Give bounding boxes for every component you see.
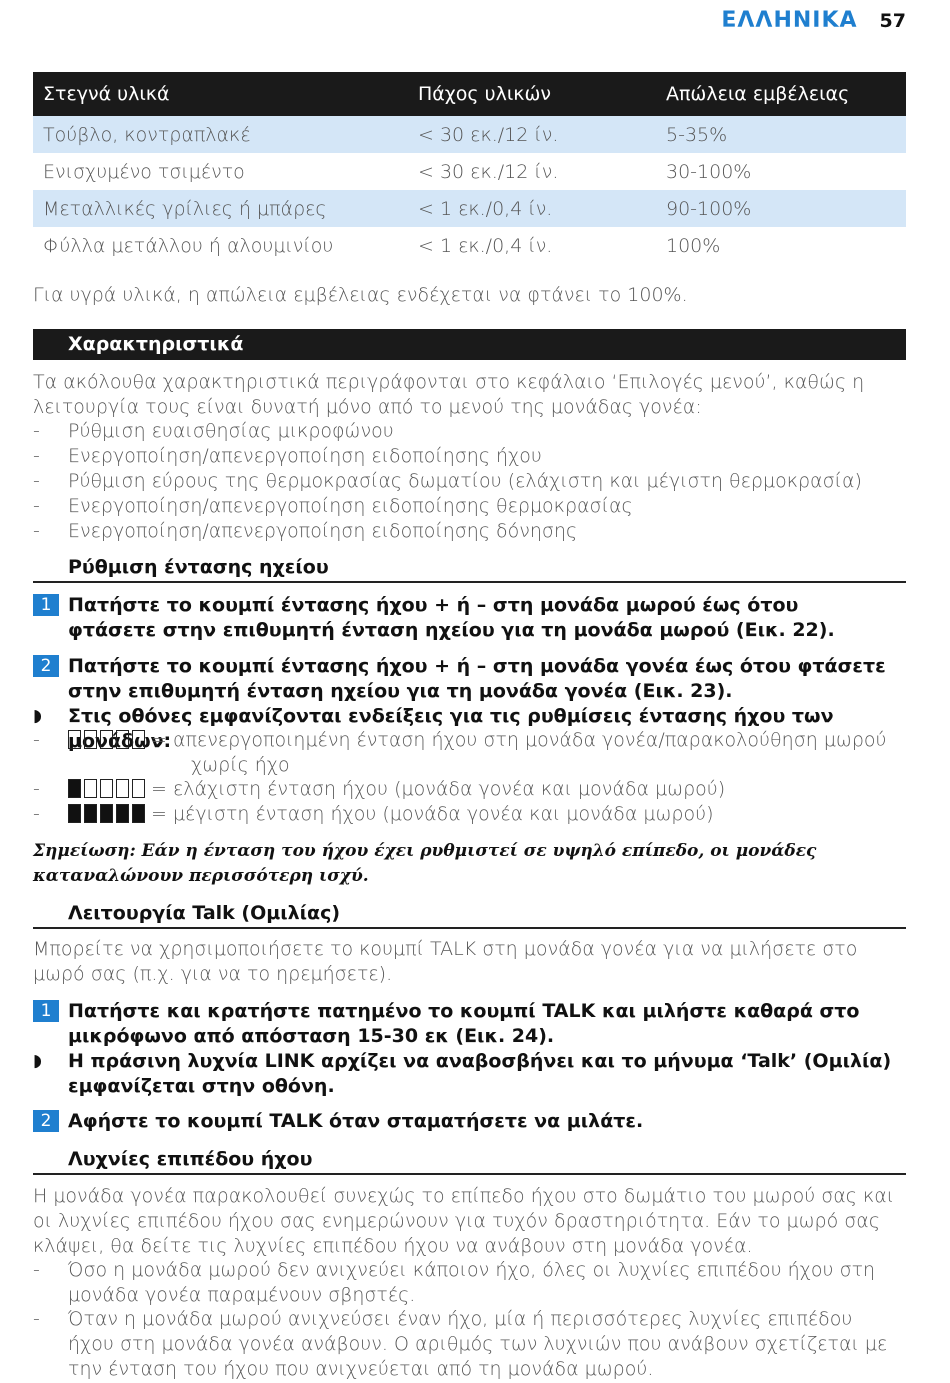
dash-marker: -: [33, 1259, 40, 1281]
table-cell: Φύλλα μετάλλου ή αλουμινίου: [43, 234, 334, 257]
table-row: [33, 190, 906, 227]
table-row: [33, 227, 906, 264]
table-cell: < 1 εκ./0,4 ίν.: [418, 234, 553, 257]
table-cell: 30-100%: [666, 160, 752, 183]
table-cell: 100%: [666, 234, 721, 257]
list-item-text: Όσο η μονάδα μωρού δεν ανιχνεύει κάποιον ήχο, όλες οι λυχνίες επιπέδου ήχου στη μονάδα γονέα παραμένουν σβηστές.: [68, 1259, 876, 1306]
volume-level-text: = μέγιστη ένταση ήχου (μονάδα γονέα και μονάδα μωρού): [151, 803, 714, 825]
result-text: Στις οθόνες εμφανίζονται ενδείξεις για τις ρυθμίσεις έντασης ήχου των μονάδων:: [68, 705, 834, 752]
talk-step-2: [33, 1109, 893, 1134]
wet-materials-note: Για υγρά υλικά, η απώλεια εμβέλειας ενδέχεται να φτάνει το 100%.: [33, 284, 688, 306]
sound-lights-intro: Η μονάδα γονέα παρακολουθεί συνεχώς το επίπεδο ήχου στο δωμάτιο του μωρού σας και οι λυχνίες επιπέδου ήχου σας ενημερώνουν για τυχόν δραστηριότητα. Εάν το μωρό σας κλάψει, θα δείτε τις λυχνίες επιπέδου ήχου να ανάβουν στη μονάδα γονέα.: [33, 1185, 895, 1257]
dash-marker: -: [33, 729, 40, 751]
volume-bars-min-icon: [68, 779, 145, 798]
language-label: ΕΛΛΗΝΙΚΑ: [721, 8, 858, 33]
table-cell: Μεταλλικές γρίλιες ή μπάρες: [33, 190, 408, 227]
table-header-row: [33, 72, 906, 116]
step-number-badge: 1: [33, 594, 59, 616]
volume-level-off: [33, 728, 903, 778]
list-item: [33, 469, 903, 494]
page-number: 57: [879, 10, 906, 32]
table-cell: < 30 εκ./12 ίν.: [408, 116, 656, 153]
volume-note: Σημείωση: Εάν η ένταση του ήχου έχει ρυθμιστεί σε υψηλό επίπεδο, οι μονάδες καταναλώνουν περισσότερη ισχύ.: [33, 841, 817, 886]
dash-marker: -: [33, 803, 40, 825]
talk-result: [33, 1049, 893, 1099]
dash-marker: -: [33, 420, 40, 442]
list-item-text: Ρύθμιση ευαισθησίας μικροφώνου: [68, 420, 394, 442]
volume-level-max: [33, 802, 903, 827]
dash-marker: -: [33, 445, 40, 467]
result-text: Η πράσινη λυχνία LINK αρχίζει να αναβοσβήνει και το μήνυμα ‘Talk’ (Ομιλία) εμφανίζεται στην οθόνη.: [68, 1050, 892, 1097]
table-row: [33, 116, 906, 153]
talk-intro: Μπορείτε να χρησιμοποιήσετε το κουμπί TALK στη μονάδα γονέα για να μιλήσετε στο μωρό σας (π.χ. για να το ηρεμήσετε).: [33, 938, 858, 985]
step-text: Πατήστε το κουμπί έντασης ήχου + ή – στη μονάδα γονέα έως ότου φτάσετε στην επιθυμητή ένταση ηχείου για τη μονάδα γονέα (Εικ. 23).: [68, 655, 886, 702]
list-item-text: Όταν η μονάδα μωρού ανιχνεύσει έναν ήχο, μία ή περισσότερες λυχνίες επιπέδου ήχου στη μονάδα γονέα ανάβουν. Ο αριθμός των λυχνιών που ανάβουν σχετίζεται με την ένταση του ήχου που ανιχνεύεται από τη μονάδα μωρού.: [68, 1308, 888, 1380]
column-header: Απώλεια εμβέλειας: [656, 72, 906, 116]
volume-level-text: = ελάχιστη ένταση ήχου (μονάδα γονέα και μονάδα μωρού): [151, 778, 726, 800]
table-cell: Τούβλο, κοντραπλακέ: [33, 116, 408, 153]
step-text: Πατήστε και κρατήστε πατημένο το κουμπί TALK και μιλήστε καθαρά στο μικρόφωνο από απόσταση 15-30 εκ (Εικ. 24).: [68, 1000, 860, 1047]
volume-level-text: = απενεργοποιημένη ένταση ήχου στη μονάδα γονέα/παρακολούθηση μωρού: [151, 729, 887, 751]
volume-bars-max-icon: [68, 804, 145, 823]
step-text: Αφήστε το κουμπί TALK όταν σταματήσετε να μιλάτε.: [68, 1110, 644, 1132]
range-loss-table: [33, 72, 906, 264]
table-row: [33, 153, 906, 190]
features-section-title: Χαρακτηριστικά: [33, 329, 906, 360]
step-number-badge: 1: [33, 1000, 59, 1022]
volume-step-2: [33, 654, 893, 704]
volume-level-min: [33, 777, 903, 802]
step-number-badge: 2: [33, 1110, 59, 1132]
talk-step-1: [33, 999, 893, 1049]
list-item: [33, 494, 903, 519]
volume-level-text-cont: χωρίς ήχο: [191, 754, 290, 776]
list-item: [33, 1307, 903, 1382]
table-cell: < 1 εκ./0,4 ίν.: [408, 190, 656, 227]
volume-section-title: Ρύθμιση έντασης ηχείου: [33, 553, 906, 583]
dash-marker: -: [33, 778, 40, 800]
dash-marker: -: [33, 495, 40, 517]
table-cell: 5-35%: [656, 116, 906, 153]
dash-marker: -: [33, 520, 40, 542]
talk-section-title: Λειτουργία Talk (Ομιλίας): [33, 899, 906, 929]
table-cell: 90-100%: [656, 190, 906, 227]
list-item: [33, 444, 903, 469]
page-header: [721, 8, 906, 33]
column-header: Πάχος υλικών: [408, 72, 656, 116]
result-marker-icon: ◗: [33, 706, 42, 726]
step-text: Πατήστε το κουμπί έντασης ήχου + ή – στη μονάδα μωρού έως ότου φτάσετε στην επιθυμητή ένταση ηχείου για τη μονάδα μωρού (Εικ. 22).: [68, 594, 835, 641]
list-item-text: Ρύθμιση εύρους της θερμοκρασίας δωματίου (ελάχιστη και μέγιστη θερμοκρασία): [68, 470, 862, 492]
list-item: [33, 519, 903, 544]
features-intro: Τα ακόλουθα χαρακτηριστικά περιγράφονται στο κεφάλαιο ‘Επιλογές μενού’, καθώς η λειτουργία τους είναι δυνατή μόνο από το μενού της μονάδας γονέα:: [33, 371, 865, 418]
step-number-badge: 2: [33, 655, 59, 677]
dash-marker: -: [33, 470, 40, 492]
sound-lights-section-title: Λυχνίες επιπέδου ήχου: [33, 1145, 906, 1175]
volume-step-1: [33, 593, 893, 643]
list-item: [33, 419, 903, 444]
result-marker-icon: ◗: [33, 1051, 42, 1071]
dash-marker: -: [33, 1308, 40, 1330]
list-item: [33, 1258, 903, 1308]
list-item-text: Ενεργοποίηση/απενεργοποίηση ειδοποίησης θερμοκρασίας: [68, 495, 633, 517]
list-item-text: Ενεργοποίηση/απενεργοποίηση ειδοποίησης ήχου: [68, 445, 542, 467]
table-cell: < 30 εκ./12 ίν.: [418, 160, 559, 183]
table-cell: Ενισχυμένο τσιμέντο: [43, 160, 245, 183]
volume-bars-off-icon: [68, 730, 145, 749]
list-item-text: Ενεργοποίηση/απενεργοποίηση ειδοποίησης δόνησης: [68, 520, 578, 542]
column-header: Στεγνά υλικά: [33, 72, 408, 116]
